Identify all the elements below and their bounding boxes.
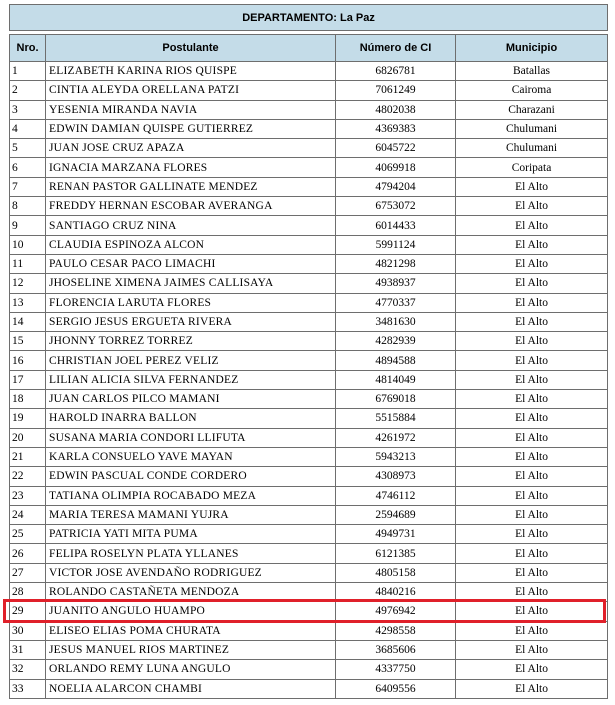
row-number: 8 bbox=[10, 197, 46, 216]
ci-number: 4298558 bbox=[336, 621, 456, 640]
header-row bbox=[10, 35, 608, 62]
ci-number: 4261972 bbox=[336, 428, 456, 447]
postulante-name: JESUS MANUEL RIOS MARTINEZ bbox=[46, 640, 336, 659]
row-number: 9 bbox=[10, 216, 46, 235]
municipio: El Alto bbox=[456, 390, 608, 409]
table-row bbox=[10, 119, 608, 138]
postulante-name: IGNACIA MARZANA FLORES bbox=[46, 158, 336, 177]
table-row bbox=[10, 447, 608, 466]
row-number: 24 bbox=[10, 505, 46, 524]
postulante-name: LILIAN ALICIA SILVA FERNANDEZ bbox=[46, 370, 336, 389]
municipio: Batallas bbox=[456, 62, 608, 81]
row-number: 5 bbox=[10, 139, 46, 158]
postulante-name: KARLA CONSUELO YAVE MAYAN bbox=[46, 447, 336, 466]
row-number: 23 bbox=[10, 486, 46, 505]
postulante-name: CHRISTIAN JOEL PEREZ VELIZ bbox=[46, 351, 336, 370]
postulante-name: JUAN CARLOS PILCO MAMANI bbox=[46, 390, 336, 409]
ci-number: 4802038 bbox=[336, 100, 456, 119]
ci-number: 3481630 bbox=[336, 312, 456, 331]
postulante-name: ROLANDO CASTAÑETA MENDOZA bbox=[46, 583, 336, 602]
postulante-name: SUSANA MARIA CONDORI LLIFUTA bbox=[46, 428, 336, 447]
postulante-name: JUAN JOSE CRUZ APAZA bbox=[46, 139, 336, 158]
ci-number: 5991124 bbox=[336, 235, 456, 254]
row-number: 2 bbox=[10, 81, 46, 100]
ci-number: 6409556 bbox=[336, 679, 456, 698]
table-row bbox=[10, 583, 608, 602]
postulante-name: PAULO CESAR PACO LIMACHI bbox=[46, 254, 336, 273]
ci-number: 4894588 bbox=[336, 351, 456, 370]
row-number: 25 bbox=[10, 525, 46, 544]
table-row bbox=[10, 351, 608, 370]
row-number: 1 bbox=[10, 62, 46, 81]
table-row bbox=[10, 640, 608, 659]
row-number: 32 bbox=[10, 660, 46, 679]
table-row bbox=[10, 158, 608, 177]
row-number: 13 bbox=[10, 293, 46, 312]
postulante-name: CLAUDIA ESPINOZA ALCON bbox=[46, 235, 336, 254]
municipio: El Alto bbox=[456, 293, 608, 312]
ci-number: 6826781 bbox=[336, 62, 456, 81]
table-row bbox=[10, 274, 608, 293]
municipio: El Alto bbox=[456, 177, 608, 196]
ci-number: 5515884 bbox=[336, 409, 456, 428]
ci-number: 4840216 bbox=[336, 583, 456, 602]
municipio: El Alto bbox=[456, 370, 608, 389]
department-banner bbox=[10, 5, 608, 31]
row-number: 11 bbox=[10, 254, 46, 273]
row-number: 21 bbox=[10, 447, 46, 466]
ci-number: 4938937 bbox=[336, 274, 456, 293]
table-row bbox=[10, 370, 608, 389]
row-number: 10 bbox=[10, 235, 46, 254]
row-number: 20 bbox=[10, 428, 46, 447]
row-number: 33 bbox=[10, 679, 46, 698]
municipio: El Alto bbox=[456, 583, 608, 602]
postulante-name: TATIANA OLIMPIA ROCABADO MEZA bbox=[46, 486, 336, 505]
ci-number: 4976942 bbox=[336, 602, 456, 621]
header-municipio: Municipio bbox=[456, 35, 608, 62]
table-row bbox=[10, 197, 608, 216]
table-row bbox=[10, 254, 608, 273]
ci-number: 7061249 bbox=[336, 81, 456, 100]
ci-number: 4282939 bbox=[336, 332, 456, 351]
table-row bbox=[10, 428, 608, 447]
table-row bbox=[10, 62, 608, 81]
table-row bbox=[10, 679, 608, 698]
municipio: El Alto bbox=[456, 351, 608, 370]
municipio: El Alto bbox=[456, 447, 608, 466]
municipio: Cairoma bbox=[456, 81, 608, 100]
ci-number: 6045722 bbox=[336, 139, 456, 158]
municipio: El Alto bbox=[456, 274, 608, 293]
table-row bbox=[10, 390, 608, 409]
municipio: Coripata bbox=[456, 158, 608, 177]
ci-number: 4814049 bbox=[336, 370, 456, 389]
table-body bbox=[10, 62, 608, 699]
row-number: 15 bbox=[10, 332, 46, 351]
ci-number: 6753072 bbox=[336, 197, 456, 216]
ci-number: 5943213 bbox=[336, 447, 456, 466]
municipio: El Alto bbox=[456, 544, 608, 563]
ci-number: 4805158 bbox=[336, 563, 456, 582]
row-number: 26 bbox=[10, 544, 46, 563]
table-row bbox=[10, 544, 608, 563]
table-row bbox=[10, 81, 608, 100]
municipio: El Alto bbox=[456, 525, 608, 544]
municipio: El Alto bbox=[456, 486, 608, 505]
municipio: El Alto bbox=[456, 640, 608, 659]
table-row bbox=[10, 312, 608, 331]
municipio: El Alto bbox=[456, 563, 608, 582]
row-number: 3 bbox=[10, 100, 46, 119]
table-row bbox=[10, 660, 608, 679]
postulante-name: ELISEO ELIAS POMA CHURATA bbox=[46, 621, 336, 640]
ci-number: 6769018 bbox=[336, 390, 456, 409]
municipio: El Alto bbox=[456, 332, 608, 351]
table-row bbox=[10, 505, 608, 524]
table-row bbox=[10, 100, 608, 119]
row-number: 29 bbox=[10, 602, 46, 621]
row-number: 28 bbox=[10, 583, 46, 602]
row-number: 22 bbox=[10, 467, 46, 486]
postulante-name: FELIPA ROSELYN PLATA YLLANES bbox=[46, 544, 336, 563]
table-row bbox=[10, 139, 608, 158]
postulante-name: EDWIN PASCUAL CONDE CORDERO bbox=[46, 467, 336, 486]
postulante-name: EDWIN DAMIAN QUISPE GUTIERREZ bbox=[46, 119, 336, 138]
ci-number: 4746112 bbox=[336, 486, 456, 505]
ci-number: 4949731 bbox=[336, 525, 456, 544]
table-row bbox=[10, 177, 608, 196]
postulante-name: FLORENCIA LARUTA FLORES bbox=[46, 293, 336, 312]
postulante-name: VICTOR JOSE AVENDAÑO RODRIGUEZ bbox=[46, 563, 336, 582]
row-number: 14 bbox=[10, 312, 46, 331]
postulante-name: JUANITO ANGULO HUAMPO bbox=[46, 602, 336, 621]
municipio: Chulumani bbox=[456, 139, 608, 158]
table-row bbox=[10, 235, 608, 254]
department-value: La Paz bbox=[339, 11, 375, 24]
postulante-name: JHONNY TORREZ TORREZ bbox=[46, 332, 336, 351]
postulante-name: YESENIA MIRANDA NAVIA bbox=[46, 100, 336, 119]
municipio: El Alto bbox=[456, 467, 608, 486]
ci-number: 3685606 bbox=[336, 640, 456, 659]
ci-number: 4821298 bbox=[336, 254, 456, 273]
municipio: El Alto bbox=[456, 679, 608, 698]
row-number: 19 bbox=[10, 409, 46, 428]
row-number: 18 bbox=[10, 390, 46, 409]
municipio: El Alto bbox=[456, 197, 608, 216]
postulante-name: JHOSELINE XIMENA JAIMES CALLISAYA bbox=[46, 274, 336, 293]
municipio: El Alto bbox=[456, 235, 608, 254]
table-row bbox=[10, 293, 608, 312]
row-number: 17 bbox=[10, 370, 46, 389]
table-row bbox=[10, 409, 608, 428]
applicants-sheet bbox=[9, 4, 607, 699]
postulante-name: PATRICIA YATI MITA PUMA bbox=[46, 525, 336, 544]
table-row bbox=[10, 332, 608, 351]
postulante-name: SERGIO JESUS ERGUETA RIVERA bbox=[46, 312, 336, 331]
department-label: DEPARTAMENTO: bbox=[242, 11, 337, 24]
postulante-name: FREDDY HERNAN ESCOBAR AVERANGA bbox=[46, 197, 336, 216]
applicants-table bbox=[9, 4, 608, 699]
ci-number: 4308973 bbox=[336, 467, 456, 486]
municipio: El Alto bbox=[456, 602, 608, 621]
postulante-name: CINTIA ALEYDA ORELLANA PATZI bbox=[46, 81, 336, 100]
table-row bbox=[10, 602, 608, 621]
row-number: 27 bbox=[10, 563, 46, 582]
postulante-name: SANTIAGO CRUZ NINA bbox=[46, 216, 336, 235]
ci-number: 2594689 bbox=[336, 505, 456, 524]
municipio: El Alto bbox=[456, 216, 608, 235]
ci-number: 6014433 bbox=[336, 216, 456, 235]
municipio: El Alto bbox=[456, 505, 608, 524]
row-number: 16 bbox=[10, 351, 46, 370]
row-number: 31 bbox=[10, 640, 46, 659]
postulante-name: HAROLD INARRA BALLON bbox=[46, 409, 336, 428]
table-row bbox=[10, 486, 608, 505]
table-row bbox=[10, 525, 608, 544]
row-number: 7 bbox=[10, 177, 46, 196]
municipio: El Alto bbox=[456, 621, 608, 640]
department-title bbox=[10, 5, 608, 31]
ci-number: 6121385 bbox=[336, 544, 456, 563]
header-postulante: Postulante bbox=[46, 35, 336, 62]
header-nro: Nro. bbox=[10, 35, 46, 62]
row-number: 6 bbox=[10, 158, 46, 177]
postulante-name: NOELIA ALARCON CHAMBI bbox=[46, 679, 336, 698]
ci-number: 4770337 bbox=[336, 293, 456, 312]
row-number: 4 bbox=[10, 119, 46, 138]
ci-number: 4069918 bbox=[336, 158, 456, 177]
postulante-name: MARIA TERESA MAMANI YUJRA bbox=[46, 505, 336, 524]
municipio: Charazani bbox=[456, 100, 608, 119]
table-row bbox=[10, 563, 608, 582]
municipio: El Alto bbox=[456, 409, 608, 428]
ci-number: 4794204 bbox=[336, 177, 456, 196]
postulante-name: ELIZABETH KARINA RIOS QUISPE bbox=[46, 62, 336, 81]
ci-number: 4337750 bbox=[336, 660, 456, 679]
table-row bbox=[10, 467, 608, 486]
header-ci: Número de CI bbox=[336, 35, 456, 62]
postulante-name: ORLANDO REMY LUNA ANGULO bbox=[46, 660, 336, 679]
municipio: Chulumani bbox=[456, 119, 608, 138]
table-row bbox=[10, 621, 608, 640]
municipio: El Alto bbox=[456, 428, 608, 447]
municipio: El Alto bbox=[456, 312, 608, 331]
postulante-name: RENAN PASTOR GALLINATE MENDEZ bbox=[46, 177, 336, 196]
municipio: El Alto bbox=[456, 660, 608, 679]
row-number: 12 bbox=[10, 274, 46, 293]
municipio: El Alto bbox=[456, 254, 608, 273]
ci-number: 4369383 bbox=[336, 119, 456, 138]
table-row bbox=[10, 216, 608, 235]
row-number: 30 bbox=[10, 621, 46, 640]
